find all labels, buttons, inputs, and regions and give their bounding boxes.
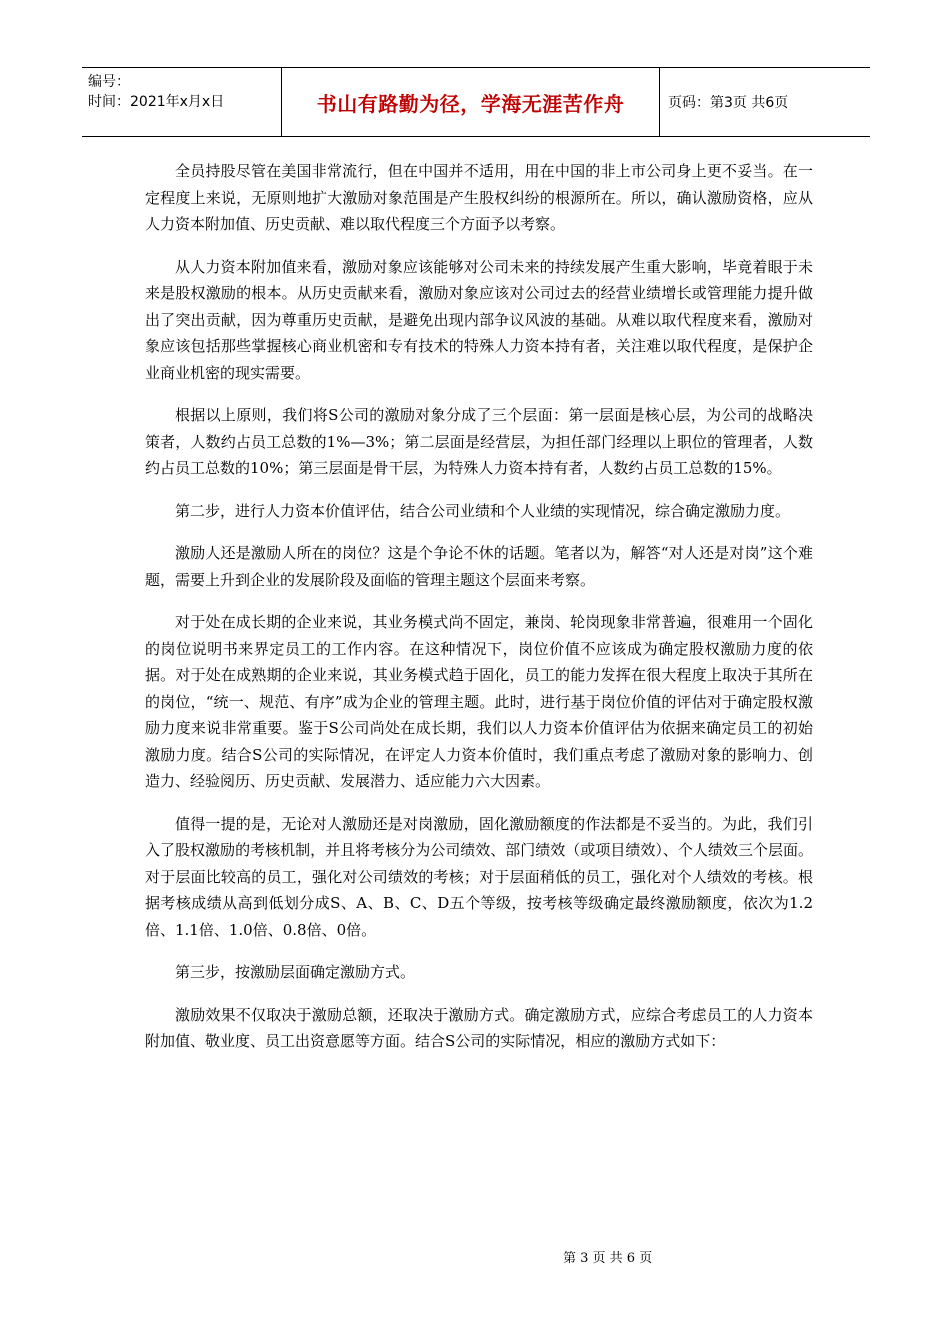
footer-page-number: 第 3 页 共 6 页 xyxy=(563,1251,653,1266)
header-info-cell xyxy=(82,68,282,136)
document-header xyxy=(82,67,870,137)
paragraph: 对于处在成长期的企业来说，其业务模式尚不固定，兼岗、轮岗现象非常普遍，很难用一个固化的岗位说明书来界定员工的工作内容。在这种情况下，岗位价值不应该成为确定股权激励力度的依据。对于处在成熟期的企业来说，其业务模式趋于固化，员工的能力发挥在很大程度上取决于其所在的岗位，“统一、规范、有序”成为企业的管理主题。此时，进行基于岗位价值的评估对于确定股权激励力度来说非常重要。鉴于S公司尚处在成长期，我们以人力资本价值评估为依据来确定员工的初始激励力度。结合S公司的实际情况，在评定人力资本价值时，我们重点考虑了激励对象的影响力、创造力、经验阅历、历史贡献、发展潜力、适应能力六大因素。 xyxy=(145,613,813,790)
paragraph: 全员持股尽管在美国非常流行，但在中国并不适用，用在中国的非上市公司身上更不妥当。在一定程度上来说，无原则地扩大激励对象范围是产生股权纠纷的根源所在。所以，确认激励资格，应从人力资本附加值、历史贡献、难以取代程度三个方面予以考察。 xyxy=(145,162,813,233)
document-number-label: 编号： xyxy=(88,74,130,90)
paragraph: 第三步，按激励层面确定激励方式。 xyxy=(175,963,416,981)
paragraph: 第二步，进行人力资本价值评估，结合公司业绩和个人业绩的实现情况，综合确定激励力度。 xyxy=(175,501,791,520)
header-motto: 书山有路勤为径，学海无涯苦作舟 xyxy=(282,68,660,136)
paragraph: 从人力资本附加值来看，激励对象应该能够对公司未来的持续发展产生重大影响，毕竟着眼于未来是股权激励的根本。从历史贡献来看，激励对象应该对公司过去的经营业绩增长或管理能力提升做出了突出贡献，因为尊重历史贡献，是避免出现内部争议风波的基础。从难以取代程度来看，激励对象应该包括那些掌握核心商业机密和专有技术的特殊人力资本持有者，关注难以取代程度，是保护企业商业机密的现实需要。 xyxy=(145,257,813,382)
paragraph: 激励效果不仅取决于激励总额，还取决于激励方式。确定激励方式，应综合考虑员工的人力资本附加值、敬业度、员工出资意愿等方面。结合S公司的实际情况，相应的激励方式如下： xyxy=(145,1005,813,1050)
paragraph: 值得一提的是，无论对人激励还是对岗激励，固化激励额度的作法都是不妥当的。为此，我们引入了股权激励的考核机制，并且将考核分为公司绩效、部门绩效（或项目绩效）、个人绩效三个层面。对于层面比较高的员工，强化对公司绩效的考核；对于层面稍低的员工，强化对个人绩效的考核。根据考核成绩从高到低划分成S、A、B、C、D五个等级，按考核等级确定最终激励额度，依次为1.2倍、1.1倍、1.0倍、0.8倍、0倍。 xyxy=(145,814,813,939)
header-page-label: 页码：第3页 共6页 xyxy=(668,95,789,111)
document-body xyxy=(145,158,813,1071)
paragraph: 根据以上原则，我们将S公司的激励对象分成了三个层面：第一层面是核心层，为公司的战略决策者，人数约占员工总数的1%—3%；第二层面是经营层，为担任部门经理以上职位的管理者，人数约占员工总数的10%；第三层面是骨干层，为特殊人力资本持有者，人数约占员工总数的15%。 xyxy=(145,406,813,477)
document-date-label: 时间：2021年x月x日 xyxy=(88,94,225,110)
paragraph: 激励人还是激励人所在的岗位？这是个争论不休的话题。笔者以为，解答“对人还是对岗”这个难题，需要上升到企业的发展阶段及面临的管理主题这个层面来考察。 xyxy=(145,544,813,589)
